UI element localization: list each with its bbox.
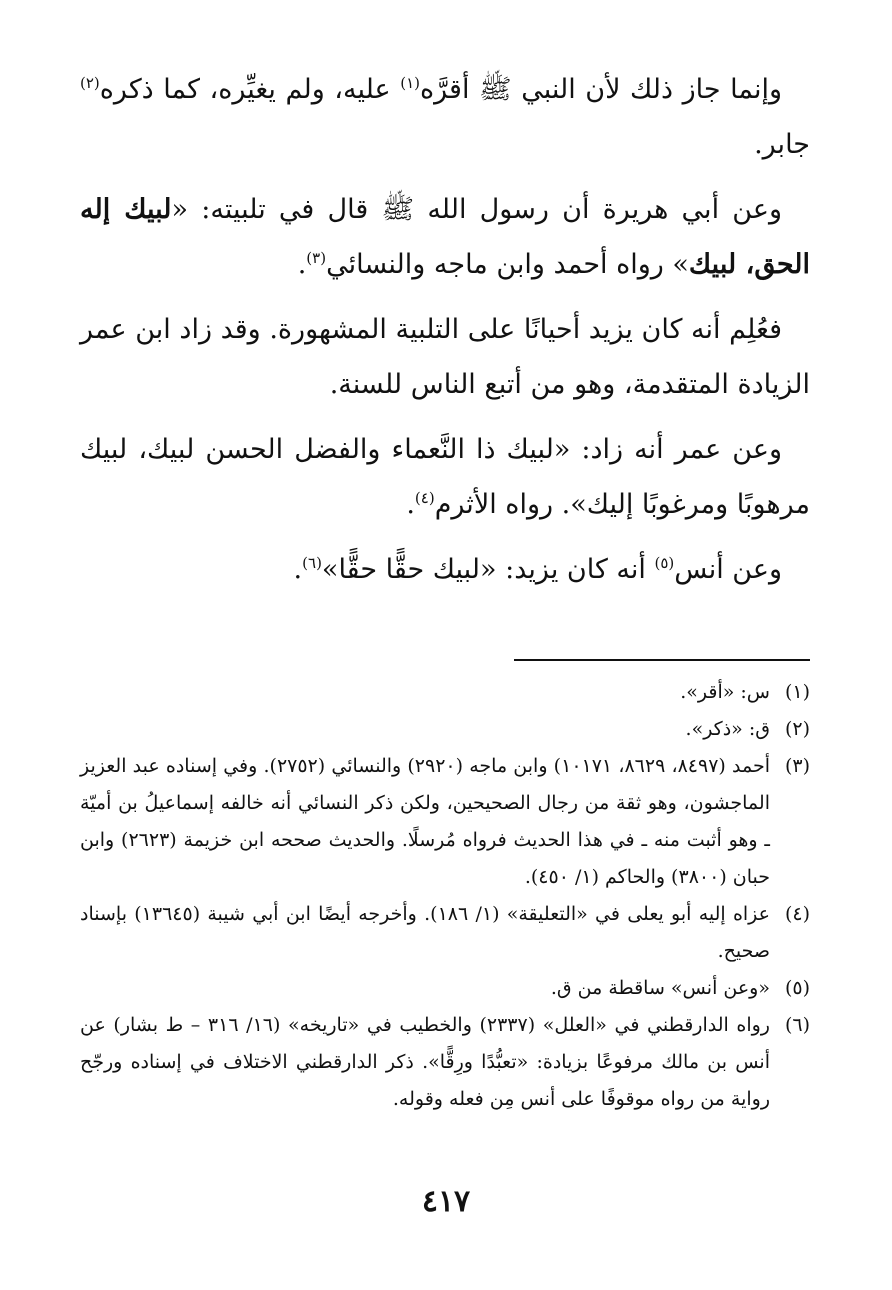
footnote-marker: (١) <box>400 74 421 92</box>
text-segment: عليه، ولم يغيِّره، كما ذكره <box>99 74 401 105</box>
footnote-marker: (٤) <box>414 489 435 507</box>
footnote-item <box>80 748 810 896</box>
footnote-number: (٢) <box>784 718 810 740</box>
footnote-number: (٣) <box>784 755 810 777</box>
footnote-divider <box>514 659 810 661</box>
footnote-number: (٦) <box>784 1014 810 1036</box>
text-segment: وإنما جاز ذلك لأن النبي ﷺ أقرَّه <box>420 74 783 105</box>
text-segment: . <box>297 249 307 280</box>
footnote-number: (١) <box>784 681 810 703</box>
text-segment: وعن عمر أنه زاد: «لبيك ذا النَّعماء والفضل الحسن لبيك، لبيك مرهوبًا ومرغوبًا إليك». رواه الأثرم <box>80 434 810 520</box>
footnote-marker: (٣) <box>306 249 327 267</box>
page-number: ٤١٧ <box>421 1184 471 1219</box>
footnote-number: (٥) <box>784 977 810 999</box>
footnote-text: ق: «ذكر». <box>685 718 770 740</box>
footnote-text: رواه الدارقطني في «العلل» (٢٣٣٧) والخطيب في «تاريخه» (١٦/ ٣١٦ – ط بشار) عن أنس بن مالك مرفوعًا بزيادة: «تعبُّدًا ورِقًّا». ذكر الدارقطني الاختلاف في إسناده ورجّح رواية من رواه موقوفًا على أنس مِن فعله وقوله. <box>80 1014 770 1110</box>
footnote-text: أحمد (٨٤٩٧، ٨٦٢٩، ١٠١٧١) وابن ماجه (٢٩٢٠) والنسائي (٢٧٥٢). وفي إسناده عبد العزيز الماجشون، وهو ثقة من رجال الصحيحين، ولكن ذكر النسائي أنه خالفه إسماعيلُ بن أميّة ـ وهو أثبت منه ـ في هذا الحديث فرواه مُرسلًا. والحديث صححه ابن خزيمة (٢٦٢٣) وابن حبان (٣٨٠٠) والحاكم (١/ ٤٥٠). <box>80 755 770 888</box>
footnote-item <box>80 674 810 711</box>
paragraph <box>80 302 810 412</box>
paragraph <box>80 62 810 172</box>
text-segment: فعُلِم أنه كان يزيد أحيانًا على التلبية المشهورة. وقد زاد ابن عمر الزيادة المتقدمة، وهو من أتبع الناس للسنة. <box>80 314 810 400</box>
footnotes <box>80 674 810 1118</box>
main-text <box>80 62 810 607</box>
footnote-marker: (٦) <box>302 554 322 572</box>
quoted-text: لبيك إله الحق، لبيك <box>80 194 810 280</box>
text-segment: جابر. <box>754 129 810 160</box>
footnote-marker: (٥) <box>654 554 675 572</box>
text-segment: . <box>406 489 415 520</box>
paragraph <box>80 542 810 597</box>
text-segment: أنه كان يزيد: «لبيك حقًّا حقًّا» <box>321 554 655 585</box>
footnote-number: (٤) <box>784 903 810 925</box>
footnote-marker: (٢) <box>80 74 100 92</box>
footnote-item <box>80 711 810 748</box>
text-segment: وعن أبي هريرة أن رسول الله ﷺ قال في تلبيته: « <box>171 194 782 225</box>
text-segment: . <box>293 554 303 585</box>
footnote-item <box>80 970 810 1007</box>
paragraph <box>80 182 810 292</box>
text-segment: وعن أنس <box>674 554 782 585</box>
footnote-item <box>80 896 810 970</box>
footnote-text: س: «أقر». <box>680 681 770 703</box>
paragraph <box>80 422 810 532</box>
footnote-item <box>80 1007 810 1118</box>
footnote-text: عزاه إليه أبو يعلى في «التعليقة» (١/ ١٨٦). وأخرجه أيضًا ابن أبي شيبة (١٣٦٤٥) بإسناد صحيح. <box>80 903 770 962</box>
text-segment: » رواه أحمد وابن ماجه والنسائي <box>326 249 689 280</box>
footnote-text: «وعن أنس» ساقطة من ق. <box>550 977 770 999</box>
